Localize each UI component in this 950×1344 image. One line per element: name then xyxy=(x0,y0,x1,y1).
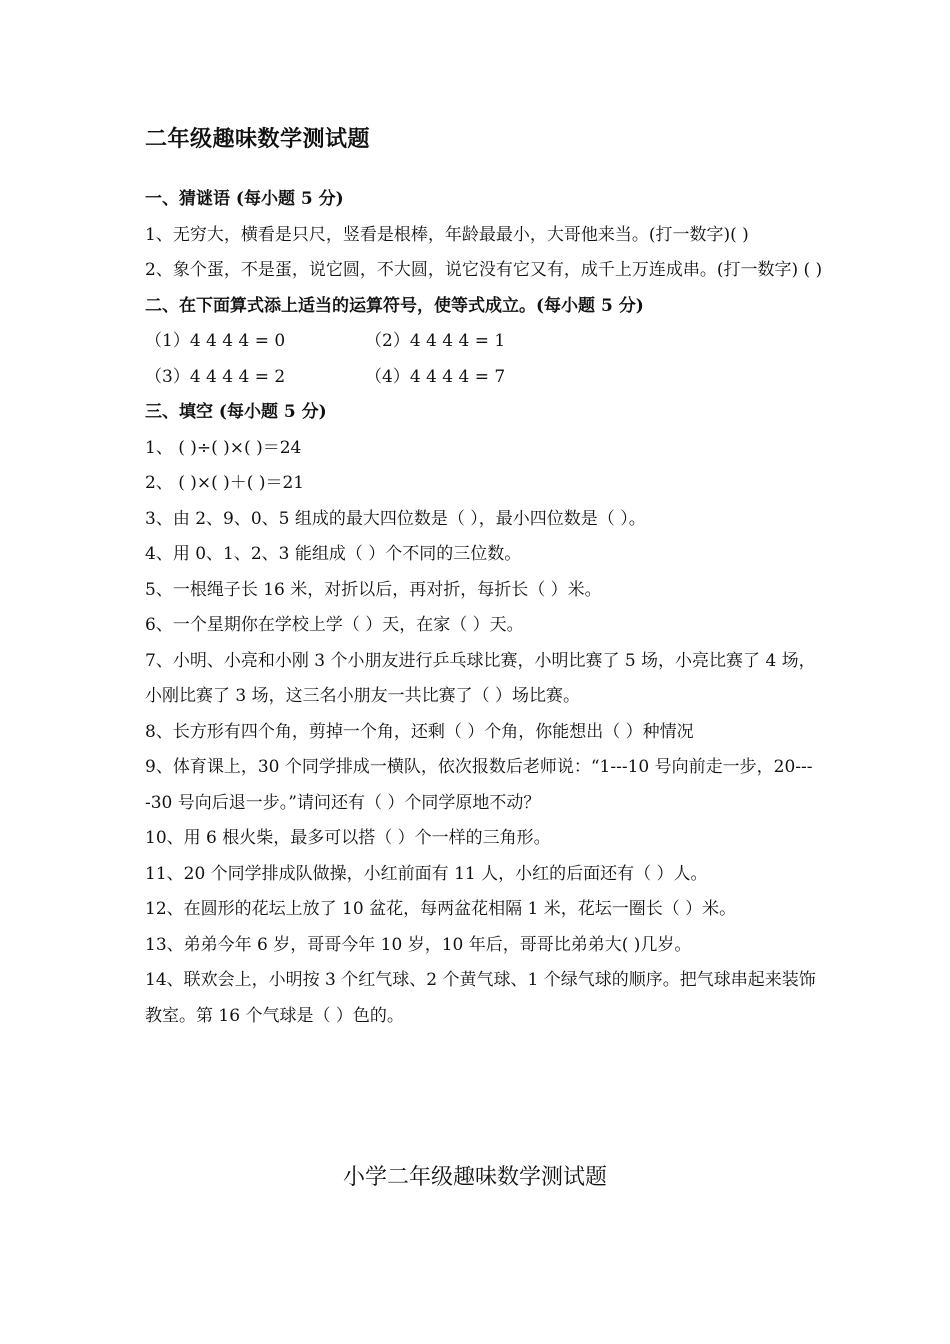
equation-4: （4）4 4 4 4 = 7 xyxy=(365,366,506,387)
equation-row xyxy=(145,360,825,396)
fill-question: 12、在圆形的花坛上放了 10 盆花，每两盆花相隔 1 米，花坛一圈长（ ）米。 xyxy=(145,899,737,919)
fill-question: 14、联欢会上，小明按 3 个红气球、2 个黄气球、1 个绿气球的顺序。把气球串起来装饰教室。第 16 个气球是（ ）色的。 xyxy=(145,970,816,1026)
fill-question: 11、20 个同学排成队做操，小红前面有 11 人，小红的后面还有（ ）人。 xyxy=(145,863,708,884)
fill-question: 3、由 2、9、0、5 组成的最大四位数是（ ），最小四位数是（ ）。 xyxy=(145,508,646,529)
footer-title: 小学二年级趣味数学测试题 xyxy=(342,1165,607,1190)
section-1-heading: 一、猜谜语 (每小题 5 分) xyxy=(145,189,344,209)
fill-question: 6、一个星期你在学校上学（ ）天，在家（ ）天。 xyxy=(145,615,524,635)
fill-question: 5、一根绳子长 16 米，对折以后，再对折，每折长（ ）米。 xyxy=(145,579,602,600)
section-3-heading: 三、填空 (每小题 5 分) xyxy=(145,402,327,422)
section-2-heading: 二、在下面算式添上适当的运算符号，使等式成立。(每小题 5 分) xyxy=(145,295,644,316)
fill-question: 4、用 0、1、2、3 能组成（ ）个不同的三位数。 xyxy=(145,544,522,564)
fill-question: 8、长方形有四个角，剪掉一个角，还剩（ ）个角，你能想出（ ）种情况 xyxy=(145,721,694,742)
fill-question: 7、小明、小亮和小刚 3 个小朋友进行乒乓球比赛，小明比赛了 5 场，小亮比赛了 4 场，小刚比赛了 3 场，这三名小朋友一共比赛了（ ）场比赛。 xyxy=(145,650,816,706)
riddle-question-2: 2、象个蛋，不是蛋，说它圆，不大圆，说它没有它又有，成千上万连成串。(打一数字) ( ) xyxy=(145,260,823,280)
equation-row xyxy=(145,324,825,360)
fill-question: 1、 ( )÷( )×( )＝24 xyxy=(145,437,302,458)
equation-1: （1）4 4 4 4 = 0 xyxy=(145,331,286,351)
equation-2: （2）4 4 4 4 = 1 xyxy=(365,331,506,351)
riddle-question-1: 1、无穷大，横看是只尺，竖看是根棒，年龄最最小，大哥他来当。(打一数字)( ) xyxy=(145,224,749,245)
document-body xyxy=(145,182,825,1034)
equation-3: （3）4 4 4 4 = 2 xyxy=(145,366,286,387)
fill-question: 10、用 6 根火柴，最多可以搭（ ）个一样的三角形。 xyxy=(145,828,551,848)
page-title: 二年级趣味数学测试题 xyxy=(145,126,371,152)
fill-question: 13、弟弟今年 6 岁，哥哥今年 10 岁，10 年后，哥哥比弟弟大( )几岁。 xyxy=(145,934,692,955)
fill-question: 9、体育课上，30 个同学排成一横队，依次报数后老师说：“1---10 号向前走一步，20----30 号向后退一步。”请问还有（ ）个同学原地不动？ xyxy=(145,757,813,813)
fill-question: 2、 ( )×( )＋( )＝21 xyxy=(145,473,305,493)
